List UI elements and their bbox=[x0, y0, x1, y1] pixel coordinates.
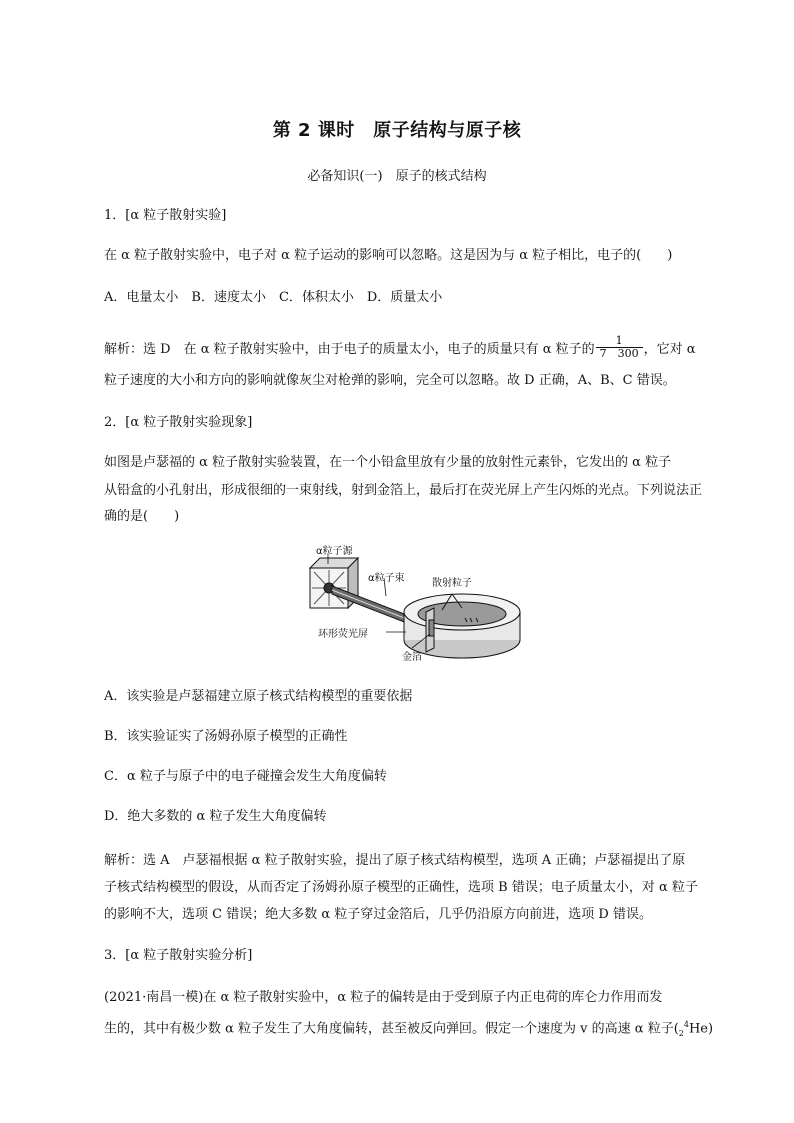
q1-heading: 1．[α 粒子散射实验] bbox=[104, 208, 227, 223]
q1-options: A．电量太小 B．速度太小 C．体积太小 D．质量太小 bbox=[104, 290, 443, 305]
q2-stem-line3: 确的是( ) bbox=[104, 509, 180, 524]
gold-foil bbox=[429, 620, 434, 636]
label-scattered: 散射粒子 bbox=[432, 578, 472, 589]
q2-analysis-line3: 的影响不大，选项 C 错误；绝大多数 α 粒子穿过金箔后，几乎仍沿原方向前进，选项 D 错误。 bbox=[104, 907, 652, 922]
q2-analysis-line1: 解析：选 A 卢瑟福根据 α 粒子散射实验，提出了原子核式结构模型，选项 A 正确；卢瑟福提出了原 bbox=[104, 853, 686, 868]
label-alpha-beam: α粒子束 bbox=[368, 573, 405, 584]
apparatus-diagram bbox=[302, 542, 530, 664]
q2-heading: 2．[α 粒子散射实验现象] bbox=[104, 415, 253, 430]
q2-stem-line1: 如图是卢瑟福的 α 粒子散射实验装置，在一个小铅盒里放有少量的放射性元素钋，它发出的 α 粒子 bbox=[104, 455, 672, 470]
q1-analysis-line2: 粒子速度的大小和方向的影响就像灰尘对枪弹的影响，完全可以忽略。故 D 正确，A、B、C 错误。 bbox=[104, 373, 676, 388]
q1-stem: 在 α 粒子散射实验中，电子对 α 粒子运动的影响可以忽略。这是因为与 α 粒子相比，电子的( ) bbox=[104, 248, 673, 263]
section-subtitle: 必备知识(一) 原子的核式结构 bbox=[307, 169, 487, 184]
label-screen: 环形荧光屏 bbox=[318, 629, 368, 640]
label-foil: 金箔 bbox=[402, 652, 422, 663]
q1-fraction-denominator: 7 300 bbox=[596, 347, 643, 360]
q3-stem-line1: (2021·南昌一模)在 α 粒子散射实验中，α 粒子的偏转是由于受到原子内正电荷的库仑力作用而发 bbox=[104, 990, 663, 1005]
isotope-symbol: He) bbox=[688, 1021, 714, 1037]
q1-analysis-text-pre: 解析：选 D 在 α 粒子散射实验中，由于电子的质量太小，电子的质量只有 α 粒子的 bbox=[104, 342, 595, 357]
isotope-atomic-number: 2 bbox=[678, 1028, 684, 1038]
q2-option-b: B．该实验证实了汤姆孙原子模型的正确性 bbox=[104, 729, 348, 744]
q1-analysis-line1 bbox=[104, 334, 696, 362]
q1-fraction bbox=[596, 335, 643, 360]
isotope-mass-number: 4 bbox=[683, 1020, 689, 1029]
q1-analysis-text-post: ，它对 α bbox=[643, 342, 696, 357]
q2-option-c: C．α 粒子与原子中的电子碰撞会发生大角度偏转 bbox=[104, 769, 387, 784]
q2-option-a: A．该实验是卢瑟福建立原子核式结构模型的重要依据 bbox=[104, 689, 413, 704]
q2-option-d: D．绝大多数的 α 粒子发生大角度偏转 bbox=[104, 809, 327, 824]
q2-analysis-line2: 子核式结构模型的假设，从而否定了汤姆孙原子模型的正确性，选项 B 错误；电子质量太小，对 α 粒子 bbox=[104, 880, 698, 895]
q3-heading: 3．[α 粒子散射实验分析] bbox=[104, 948, 253, 963]
label-alpha-source: α粒子源 bbox=[316, 546, 353, 557]
q2-stem-line2: 从铅盒的小孔射出，形成很细的一束射线，射到金箔上，最后打在荧光屏上产生闪烁的光点。下列说法正 bbox=[104, 483, 703, 498]
rutherford-apparatus-figure bbox=[302, 542, 530, 664]
page-title: 第 2 课时 原子结构与原子核 bbox=[272, 120, 522, 141]
q1-fraction-numerator: 1 bbox=[615, 334, 623, 347]
q3-stem-line2-text: 生的，其中有极少数 α 粒子发生了大角度偏转，甚至被反向弹回。假定一个速度为 v 的高速 α 粒子( bbox=[104, 1021, 679, 1037]
q3-stem-line2 bbox=[104, 1016, 713, 1043]
